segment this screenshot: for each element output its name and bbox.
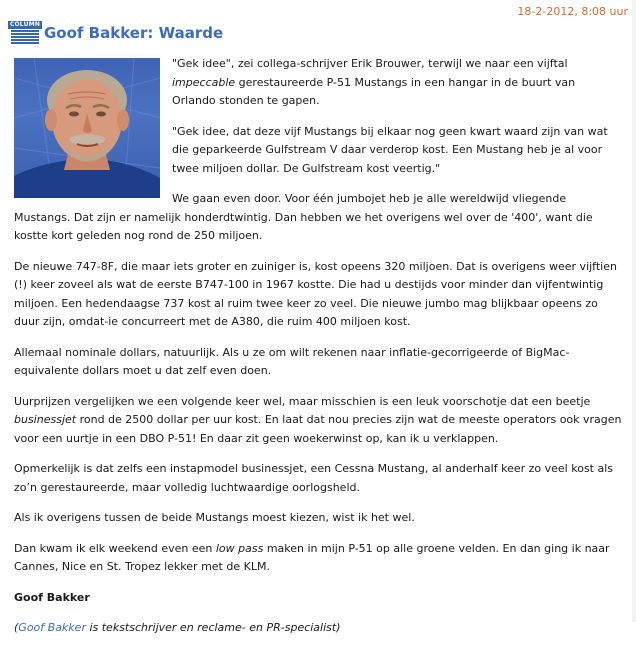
paragraph-8: Als ik overigens tussen de beide Mustangs moest kiezen, wist ik het wel. [14, 511, 415, 524]
author-bio-text: is tekstschrijver en reclame- en PR-specialist) [85, 621, 341, 634]
paragraph-1-text-a: "Gek idee", zei collega-schrijver Erik Brouwer, terwijl we naar een vijftal [172, 57, 568, 70]
paragraph-1-emphasis: impeccable [172, 75, 236, 89]
paragraph-2: "Gek idee, dat deze vijf Mustangs bij elkaar nog geen kwart waard zijn van wat die geparkeerde Gulfstream V daar verderop kost. Een Mustang heb je al voor twee miljoen dollar. De Gulfstream kost veertig." [172, 124, 608, 175]
portrait-drawing [14, 58, 160, 198]
column-lines-icon [11, 30, 39, 44]
paragraph-6-text-b: rond de 2500 dollar per uur kost. En laat dat nou precies zijn wat de meeste operators ook vragen voor een uurtje in een DBO P-51! En daar zit geen woekerwinst op, kan ik u verklappen. [14, 413, 622, 445]
author-signature: Goof Bakker [14, 590, 90, 604]
article-body [14, 55, 622, 650]
paragraph-5: Allemaal nominale dollars, natuurlijk. Als u ze om wilt rekenen naar inflatie-gecorrigeerde of BigMac-equivalente dollars moet u dat zelf even doen. [14, 345, 570, 377]
paragraph-6 [14, 393, 622, 449]
author-portrait-image [14, 58, 160, 198]
column-badge-label: COLUMN [9, 21, 41, 28]
column-icon [10, 21, 40, 45]
article-title: Goof Bakker: Waarde [44, 24, 224, 42]
paragraph-4: De nieuwe 747-8F, die maar iets groter en zuiniger is, kost opeens 320 miljoen. Dat is overigens weer vijftien (!) keer zoveel als wat de eerste B747-100 in 1967 kostte. Die had u destijds voor minder dan vijfentwintig miljoen. Een hedendaagse 737 kost al ruim twee keer zo veel. Die nieuwe jumbo mag blijkbaar opeens zo duur zijn, omdat-ie concurreert met de A380, die ruim 400 miljoen kost. [14, 259, 617, 328]
paragraph-9-text-a: Dan kwam ik elk weekend even een [14, 541, 216, 555]
paragraph-9-emphasis: low pass [215, 541, 264, 555]
author-link[interactable]: Goof Bakker [18, 621, 86, 634]
paragraph-3: We gaan even door. Voor één jumbojet heb je alle wereldwijd vliegende Mustangs. Dat zijn er namelijk honderdtwintig. Dan hebben we het overigens wel over de '400', want die kostte kort geleden nog rond de 250 miljoen. [14, 192, 593, 242]
paragraph-7: Opmerkelijk is dat zelfs een instapmodel businessjet, een Cessna Mustang, al anderhalf keer zo veel kost als zo’n gerestaureerde, maar volledig luchtwaardige oorlogsheld. [14, 462, 614, 494]
author-bio [14, 619, 622, 638]
publish-date: 18-2-2012, 8:08 uur [517, 5, 628, 18]
scrollbar[interactable] [632, 0, 636, 622]
author-bio-open: ( [14, 621, 19, 634]
paragraph-9 [14, 540, 622, 577]
paragraph-6-text-a: Uurprijzen vergelijken we een volgende keer wel, maar misschien is een leuk voorschotje dat een beetje [14, 394, 591, 408]
paragraph-9-text-b: maken in mijn P-51 op alle groene velden. En dan ging ik naar Cannes, Nice en St. Tropez lekker met de KLM. [14, 541, 610, 573]
article-header [10, 21, 223, 45]
paragraph-1-text-b: gerestaureerde P-51 Mustangs in een hangar in de buurt van Orlando stonden te gapen. [172, 75, 576, 107]
paragraph-6-emphasis: businessjet [14, 413, 77, 426]
